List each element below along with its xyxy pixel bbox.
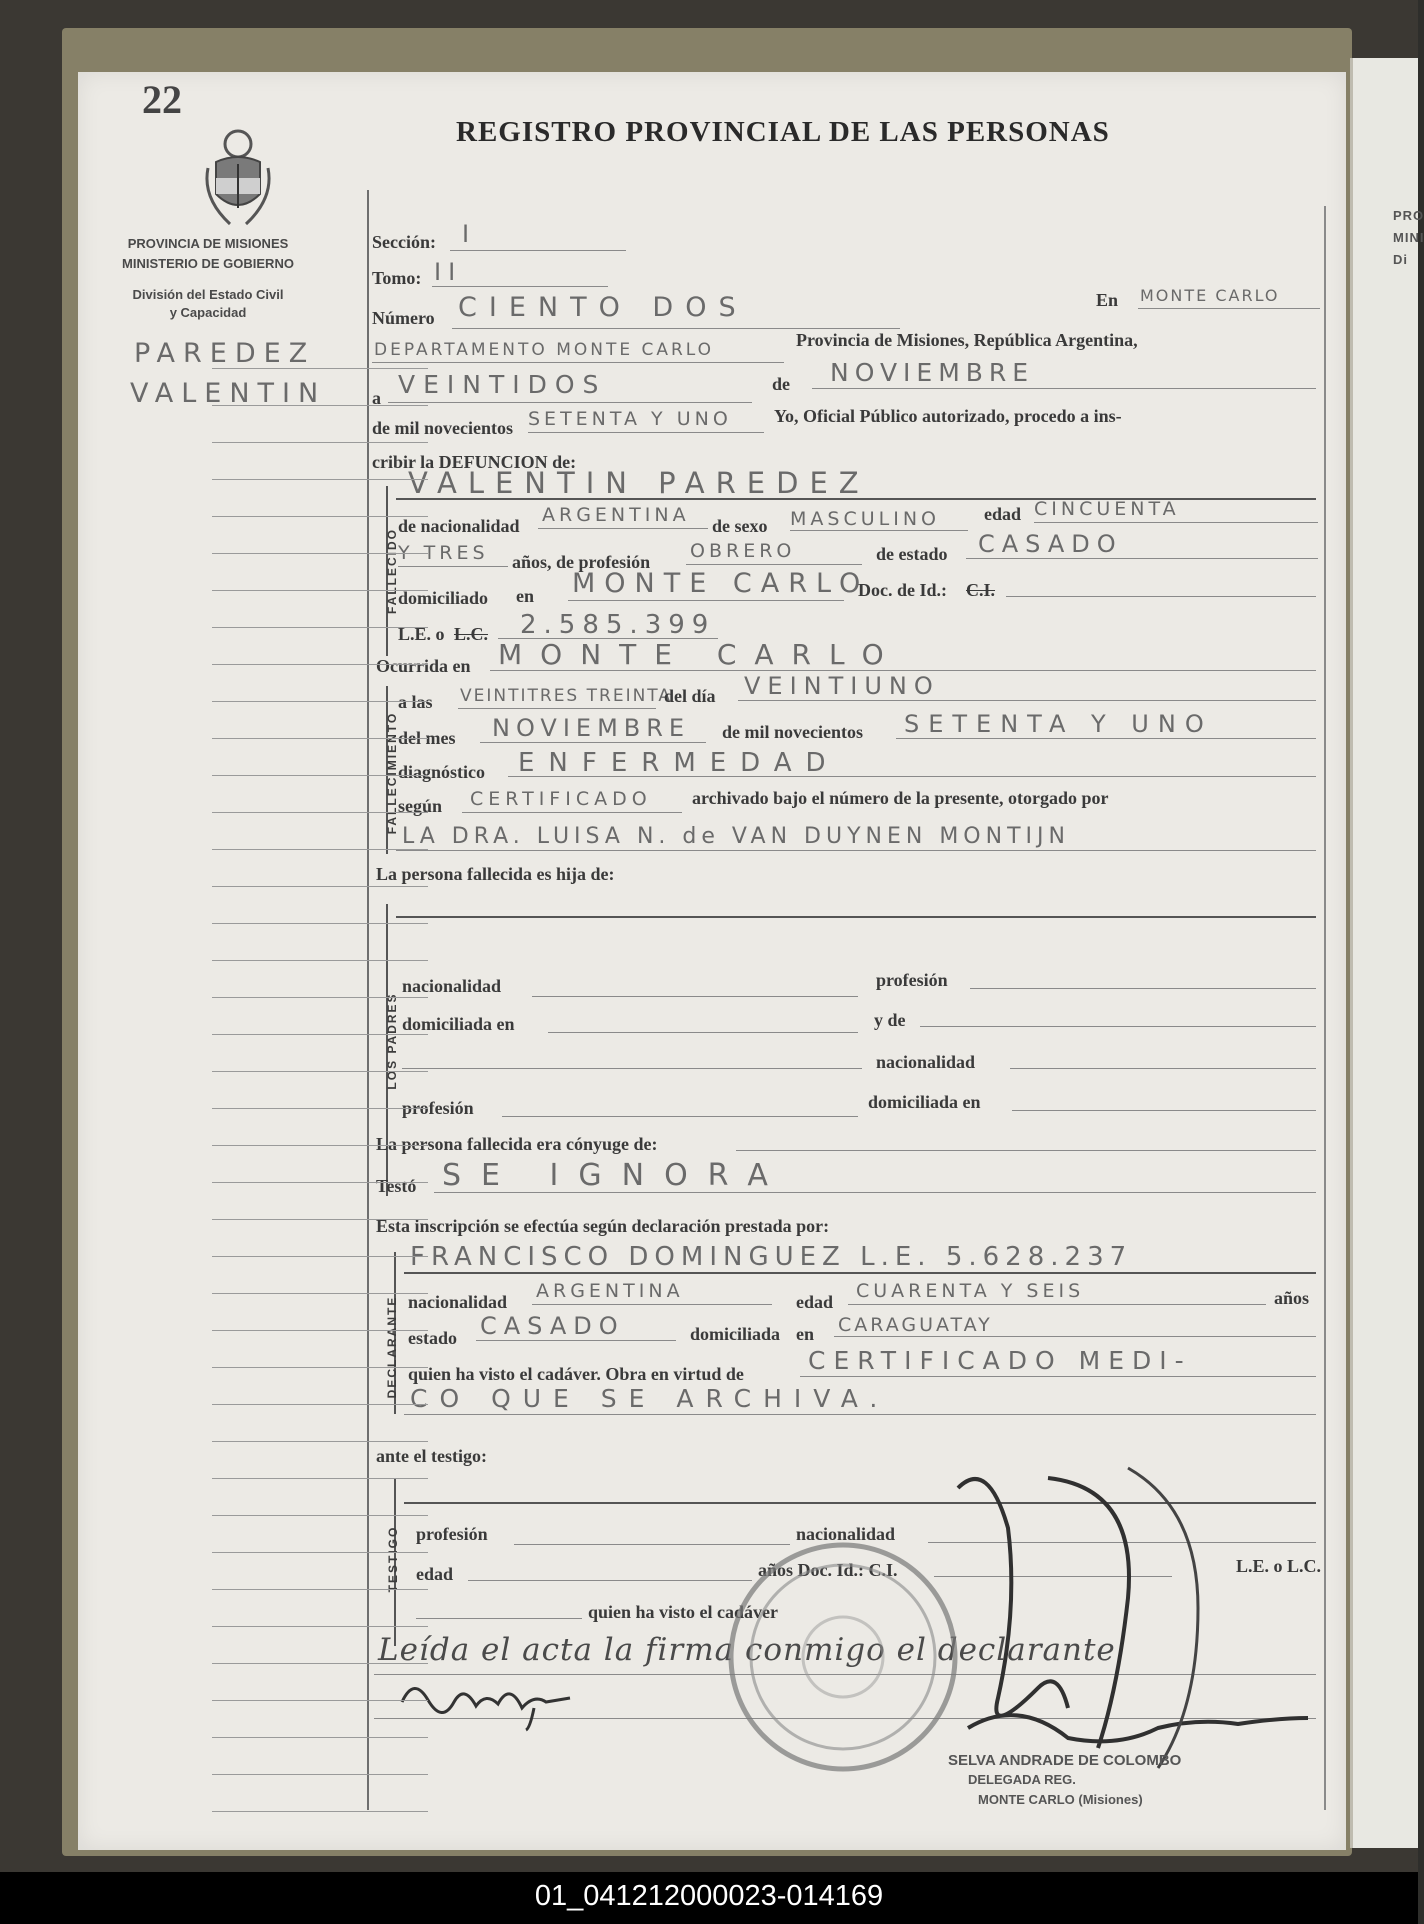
mil-label: de mil novecientos: [372, 418, 513, 438]
de-line: [812, 388, 1316, 389]
margin-ruled-line: [212, 701, 428, 702]
stamp-official-place: MONTE CARLO (Misiones): [978, 1792, 1143, 1807]
ocurrida-label: Ocurrida en: [376, 656, 471, 676]
testigo-edad-label: edad: [416, 1564, 454, 1584]
dia-label: del día: [664, 686, 716, 706]
agency-division-block: [98, 286, 318, 322]
le-label: L.E. o: [398, 624, 445, 644]
margin-ruled-line: [212, 368, 428, 369]
margin-ruled-line: [212, 516, 428, 517]
margin-ruled-line: [212, 997, 428, 998]
declarante-visto-value: CERTIFICADO MEDI-: [808, 1346, 1192, 1375]
declarante-domicilio-line: [834, 1336, 1316, 1337]
declarante-nacionalidad-label: nacionalidad: [408, 1292, 508, 1312]
segun-value: CERTIFICADO: [470, 788, 652, 810]
margin-ruled-line: [212, 1330, 428, 1331]
document-page: [78, 72, 1346, 1850]
footer-caption: 01_041212000023-014169: [534, 1880, 884, 1912]
caption-bar: [0, 1872, 1418, 1924]
lc-label: L.C.: [454, 624, 489, 644]
en-line: [1138, 308, 1320, 309]
declarante-estado-line: [476, 1340, 676, 1341]
domicilio-en-label: en: [516, 586, 534, 606]
fallecimiento-side-label: FALLECIMIENTO: [385, 711, 399, 835]
madre-profesion-line: [502, 1116, 858, 1117]
margin-ruled-line: [212, 1071, 428, 1072]
hora-line: [458, 708, 656, 709]
edad-cont-line: [398, 566, 508, 567]
estado-line: [966, 558, 1318, 559]
domicilio-line: [568, 600, 844, 601]
madre-profesion-label: profesión: [402, 1098, 474, 1118]
y-de-label: y de: [874, 1010, 906, 1030]
conyuge-line: [736, 1150, 1316, 1151]
margin-ruled-line: [212, 849, 428, 850]
declarante-edad-value: CUARENTA Y SEIS: [856, 1280, 1085, 1302]
oficial-text: Yo, Oficial Público autorizado, procedo a ins-: [774, 406, 1122, 426]
dia-line: [738, 700, 1316, 701]
anos-profesion-label: años, de profesión: [512, 552, 651, 572]
coat-of-arms-icon: [200, 128, 276, 230]
otorgado-value: LA DRA. LUISA N. de VAN DUYNEN MONTIJN: [402, 824, 1070, 849]
declarant-signature: [394, 1672, 594, 1732]
profesion-value: OBRERO: [690, 540, 796, 562]
diagnostico-value: ENFERMEDAD: [518, 748, 840, 778]
estado-label: de estado: [876, 544, 948, 564]
declarante-estado-value: CASADO: [480, 1312, 625, 1340]
declarante-nacionalidad-value: ARGENTINA: [536, 1280, 684, 1302]
adjacent-page-text: PRO: [1393, 208, 1424, 223]
edad-value: CINCUENTA: [1034, 498, 1180, 520]
margin-ruled-line: [212, 1145, 428, 1146]
madre-domiciliada-label: domiciliada en: [868, 1092, 981, 1112]
margin-ruled-line: [212, 1256, 428, 1257]
nacionalidad-label: de nacionalidad: [398, 516, 520, 536]
otorgado-line: [396, 850, 1316, 851]
declarante-nacionalidad-line: [532, 1304, 772, 1305]
archivado-text: archivado bajo el número de la presente, otorgado por: [692, 788, 1109, 808]
anio-value: SETENTA Y UNO: [904, 710, 1213, 738]
testigo-intro: ante el testigo:: [376, 1446, 487, 1466]
margin-ruled-line: [212, 1034, 428, 1035]
segun-line: [462, 812, 682, 813]
margin-ruled-line: [212, 553, 428, 554]
margin-surname: PAREDEZ: [134, 338, 316, 369]
margin-ruled-line: [212, 1737, 428, 1738]
adjacent-page-text: MINI: [1393, 230, 1424, 245]
mes-label: del mes: [398, 728, 456, 748]
y-de-line: [920, 1026, 1316, 1027]
adjacent-page-text: Di: [1393, 252, 1408, 267]
margin-ruled-line: [212, 1811, 428, 1812]
margin-ruled-line: [212, 1367, 428, 1368]
conyuge-label: La persona fallecida era cónyuge de:: [376, 1134, 658, 1154]
margin-ruled-line: [212, 1108, 428, 1109]
closing-note: Leída el acta la firma conmigo el declarante: [378, 1632, 1116, 1668]
stamp-official-name: SELVA ANDRADE DE COLOMBO: [948, 1752, 1182, 1769]
numero-line: [452, 328, 900, 329]
margin-ruled-line: [212, 1700, 428, 1701]
declarante-visto-label: quien ha visto el cadáver. Obra en virtud de: [408, 1364, 744, 1384]
declarante-side-label: DECLARANTE: [385, 1295, 399, 1399]
testigo-nacionalidad-label: nacionalidad: [796, 1524, 896, 1544]
inscribir-text: cribir la DEFUNCION de:: [372, 452, 577, 472]
declarante-name: FRANCISCO DOMINGUEZ L.E. 5.628.237: [410, 1242, 1133, 1272]
padres-name-line: [396, 916, 1316, 918]
margin-ruled-line: [212, 960, 428, 961]
numero-label: Número: [372, 308, 435, 328]
margin-ruled-line: [212, 923, 428, 924]
domicilio-value: MONTE CARLO: [572, 568, 870, 599]
doc-id-line: [1006, 596, 1316, 597]
declarante-estado-label: estado: [408, 1328, 457, 1348]
madre-nacionalidad-line: [1010, 1068, 1316, 1069]
mes-line: [480, 742, 706, 743]
segun-label: según: [398, 796, 443, 816]
testo-line: [434, 1192, 1316, 1193]
provincia-text: Provincia de Misiones, República Argentina,: [796, 330, 1138, 350]
le-value: 2.585.399: [520, 610, 716, 640]
margin-ruled-line: [212, 405, 428, 406]
margin-ruled-line: [212, 1441, 428, 1442]
margin-ruled-line: [212, 627, 428, 628]
mil-line: [528, 432, 764, 433]
margin-ruled-line: [212, 1219, 428, 1220]
declarante-visto-line: [800, 1376, 1316, 1377]
mil-value: SETENTA Y UNO: [528, 408, 732, 430]
fallecimiento-mil-label: de mil novecientos: [722, 722, 863, 742]
page-number: 22: [142, 77, 182, 122]
padre-profesion-line: [970, 988, 1316, 989]
a-label: a: [372, 388, 381, 408]
margin-ruled-line: [212, 1589, 428, 1590]
domicilio-label: domiciliado: [398, 588, 489, 608]
margin-ruled-line: [212, 590, 428, 591]
ocurrida-value: MONTE CARLO: [498, 638, 902, 671]
padre-domiciliada-line: [548, 1032, 858, 1033]
margin-ruled-line: [212, 1515, 428, 1516]
agency-block: [98, 234, 318, 274]
estado-value: CASADO: [978, 530, 1123, 558]
testigo-anos-doc-label: años Doc. Id.: C.I.: [758, 1560, 898, 1580]
tomo-value: II: [434, 258, 463, 286]
declarante-name-line: [404, 1272, 1316, 1274]
nacionalidad-line: [538, 528, 708, 529]
main-divider: [367, 190, 369, 1810]
nacionalidad-value: ARGENTINA: [542, 504, 690, 526]
ocurrida-line: [490, 670, 1316, 671]
numero-value: CIENTO DOS: [458, 292, 748, 323]
stamp-official-role: DELEGADA REG.: [968, 1772, 1076, 1787]
adjacent-page: [1350, 58, 1424, 1848]
hora-value: VEINTITRES TREINTA: [460, 686, 672, 706]
margin-ruled-line: [212, 1626, 428, 1627]
padre-nacionalidad-label: nacionalidad: [402, 976, 502, 996]
margin-ruled-line: [212, 1293, 428, 1294]
margin-ruled-line: [212, 1774, 428, 1775]
diagnostico-line: [508, 776, 1316, 777]
diagnostico-label: diagnóstico: [398, 762, 486, 782]
a-las-label: a las: [398, 692, 433, 712]
document-title: REGISTRO PROVINCIAL DE LAS PERSONAS: [456, 116, 1110, 148]
tomo-line: [432, 286, 608, 287]
edad-cont-value: Y TRES: [398, 542, 489, 564]
margin-ruled-line: [212, 738, 428, 739]
a-value: VEINTIDOS: [398, 370, 607, 399]
testigo-le-lc-label: L.E. o L.C.: [1236, 1556, 1322, 1576]
madre-name-line: [402, 1068, 862, 1069]
declarante-domicilio-value: CARAGUATAY: [838, 1314, 993, 1336]
seccion-line: [450, 250, 626, 251]
testigo-edad-line: [468, 1580, 752, 1581]
tomo-label: Tomo:: [372, 268, 422, 288]
fallecido-name: VALENTIN PAREDEZ: [408, 466, 870, 500]
edad-label: edad: [984, 504, 1022, 524]
testo-label: Testó: [376, 1176, 417, 1196]
margin-ruled-line: [212, 1404, 428, 1405]
sexo-value: MASCULINO: [790, 508, 940, 530]
declarante-domiciliada-label: domiciliada: [690, 1324, 781, 1344]
mes-value: NOVIEMBRE: [492, 714, 691, 742]
margin-ruled-line: [212, 1552, 428, 1553]
margin-ruled-line: [212, 1663, 428, 1664]
padre-domiciliada-label: domiciliada en: [402, 1014, 515, 1034]
madre-domiciliada-line: [1012, 1110, 1316, 1111]
declarante-edad-label: edad: [796, 1292, 834, 1312]
de-label: de: [772, 374, 790, 394]
margin-ruled-line: [212, 442, 428, 443]
sexo-label: de sexo: [712, 516, 768, 536]
margin-ruled-line: [212, 1478, 428, 1479]
declarante-visto-cont-line: [404, 1414, 1316, 1415]
declarante-edad-line: [848, 1304, 1266, 1305]
fallecido-side-label: FALLECIDO: [385, 528, 399, 614]
testigo-visto-label: quien ha visto el cadáver: [588, 1602, 779, 1622]
departamento-line: [372, 362, 784, 363]
doc-id-label: Doc. de Id.:: [858, 580, 947, 600]
edad-line: [1034, 522, 1318, 523]
testigo-side-label: TESTIGO: [386, 1525, 400, 1593]
agency-division-cont: y Capacidad: [169, 305, 247, 321]
madre-nacionalidad-label: nacionalidad: [876, 1052, 976, 1072]
margin-ruled-line: [212, 479, 428, 480]
seccion-label: Sección:: [372, 232, 436, 252]
padre-profesion-label: profesión: [876, 970, 948, 990]
seccion-value: I: [462, 220, 477, 248]
declarante-anos-label: años: [1274, 1288, 1310, 1308]
dia-value: VEINTIUNO: [744, 672, 940, 700]
testigo-profesion-label: profesión: [416, 1524, 488, 1544]
departamento-value: DEPARTAMENTO MONTE CARLO: [374, 340, 715, 360]
a-line: [388, 402, 752, 403]
agency-division: División del Estado Civil: [132, 287, 284, 302]
declarante-en-label: en: [796, 1324, 814, 1344]
agency-ministry: MINISTERIO DE GOBIERNO: [122, 256, 294, 272]
de-value: NOVIEMBRE: [830, 358, 1035, 387]
testo-value: SE IGNORA: [442, 1158, 788, 1193]
padres-intro: La persona fallecida es hija de:: [376, 864, 615, 884]
margin-ruled-line: [212, 775, 428, 776]
margin-ruled-line: [212, 664, 428, 665]
profesion-line: [686, 564, 862, 565]
en-label: En: [1096, 290, 1119, 310]
declarante-visto-cont: CO QUE SE ARCHIVA.: [410, 1384, 890, 1413]
sexo-line: [790, 530, 968, 531]
margin-ruled-line: [212, 886, 428, 887]
declaracion-label: Esta inscripción se efectúa según declaración prestada por:: [376, 1216, 830, 1236]
margin-ruled-line: [212, 812, 428, 813]
ci-label: C.I.: [966, 580, 996, 600]
anio-line: [896, 738, 1316, 739]
padre-nacionalidad-line: [532, 996, 858, 997]
agency-province: PROVINCIA DE MISIONES: [127, 236, 289, 251]
testigo-visto-line-a: [416, 1618, 582, 1619]
margin-ruled-line: [212, 1182, 428, 1183]
padres-side-label: LOS PADRES: [385, 992, 399, 1090]
margin-given-name: VALENTIN: [130, 378, 327, 409]
en-value: MONTE CARLO: [1140, 286, 1280, 305]
